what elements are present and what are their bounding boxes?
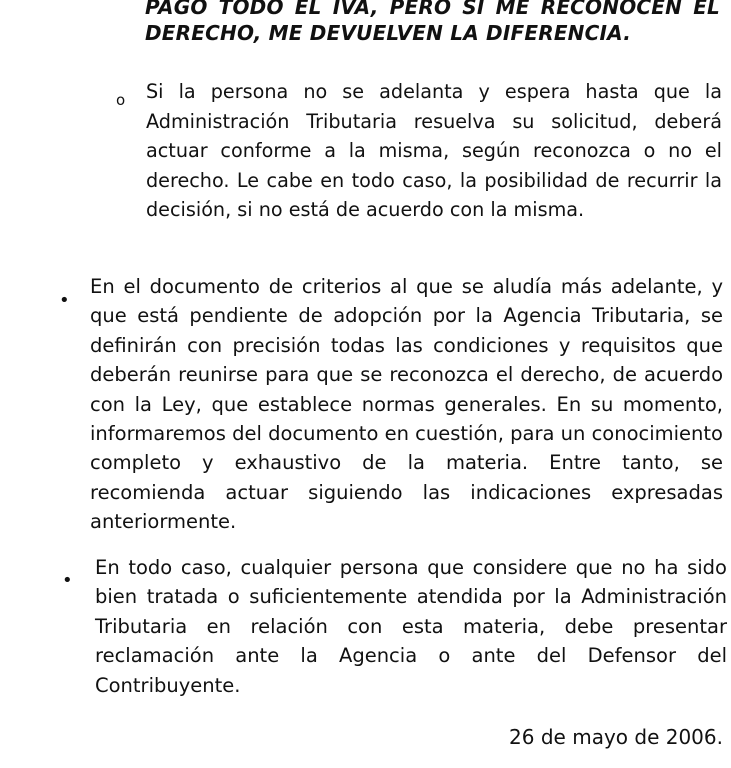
bullet-marker: •	[62, 570, 73, 591]
sub-bullet-paragraph: Si la persona no se adelanta y espera hasta que la Administración Tributaria resuelva su solicitud, deberá actuar conforme a la misma, según reconozca o no el derecho. Le cabe en todo caso, la posibilidad de recurrir la decisión, si no está de acuerdo con la misma.	[146, 80, 722, 221]
bullet-paragraph-criteria: En el documento de criterios al que se aludía más adelante, y que está pendiente de adopción por la Agencia Tributaria, se definirán con precisión todas las condiciones y requisitos que deberán reunirse para que se reconozca el derecho, de acuerdo con la Ley, que establece normas generales. En su momento, informaremos del documento en cuestión, para un conocimiento completo y exhaustivo de la materia. Entre tanto, se recomienda actuar siguiendo las indicaciones expresadas anteriormente.	[90, 275, 723, 534]
document-date: 26 de mayo de 2006.	[509, 725, 723, 749]
bullet-marker: •	[59, 290, 70, 311]
bullet-paragraph-complaint: En todo caso, cualquier persona que considere que no ha sido bien tratada o suficientemente atendida por la Administración Tributaria en relación con esta materia, debe presentar reclamación ante la Agencia o ante del Defensor del Contribuyente.	[95, 556, 727, 697]
sub-bullet-marker: o	[116, 91, 126, 109]
section-heading: PAGO TODO EL IVA, PERO SI ME RECONOCEN EL DERECHO, ME DEVUELVEN LA DIFERENCIA.	[145, 0, 720, 45]
